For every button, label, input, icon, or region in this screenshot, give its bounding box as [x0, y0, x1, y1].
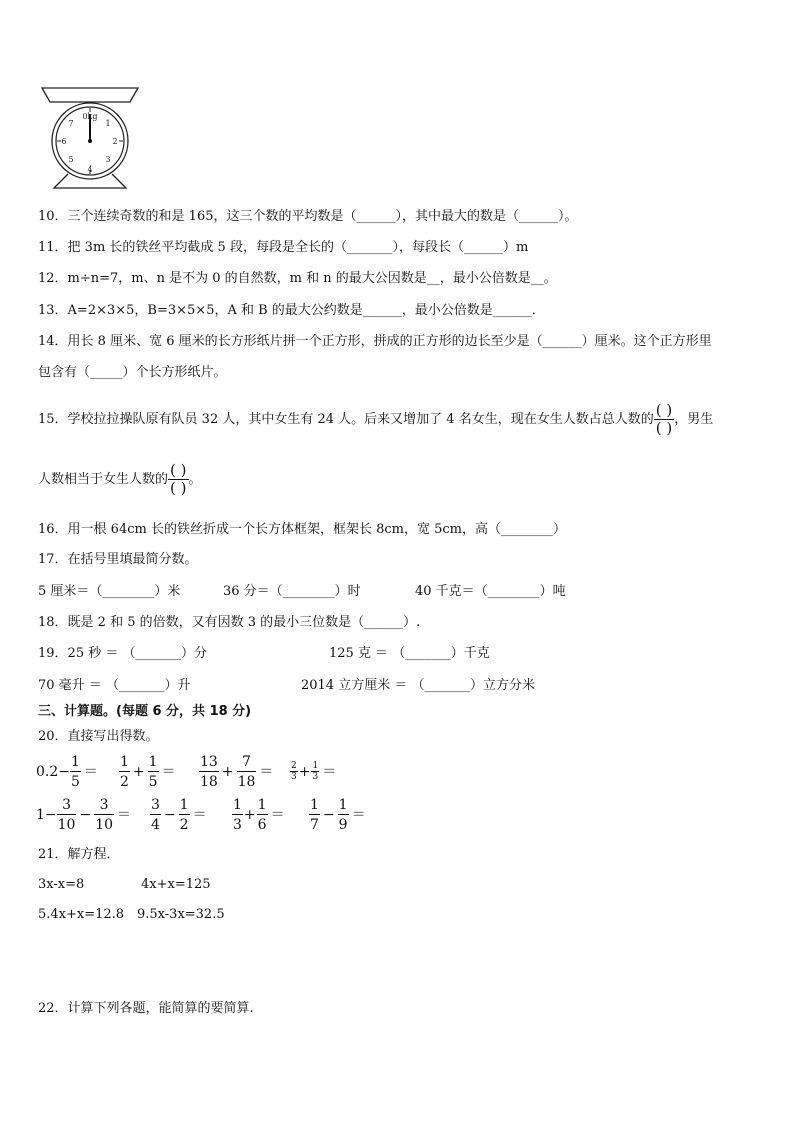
question-14-line2: 包含有（_____）个长方形纸片。: [38, 365, 227, 380]
question-17-a: 5 厘米＝（________）米: [38, 584, 181, 599]
question-15-line2: 人数相当于女生人数的 $\frac{( )}{( )}$ 。: [38, 461, 202, 497]
question-19-d: 2014 立方厘米 ＝ （_______）立方分米: [301, 678, 535, 693]
calc-item-5: 1− $\frac{3}{10}$ − $\frac{3}{10}$ ＝: [36, 797, 132, 833]
question-16: 16．用一根 64cm 长的铁丝折成一个长方体框架，框架长 8cm，宽 5cm，高（________）: [38, 522, 566, 537]
equation-1: 3x-x=8: [38, 877, 85, 892]
equation-4: 9.5x-3x=32.5: [137, 907, 225, 922]
calc-item-6: $\frac{3}{4}$ − $\frac{1}{2}$ ＝: [151, 797, 207, 833]
calc-item-3: $\frac{13}{18}$ + $\frac{7}{18}$ ＝: [200, 754, 274, 790]
question-18: 18．既是 2 和 5 的倍数，又有因数 3 的最小三位数是（______）.: [38, 615, 421, 630]
section-heading-calculation: 三、计算题。(每题 6 分，共 18 分): [38, 704, 252, 719]
scale-number-2: 2: [112, 137, 118, 146]
question-12: 12．m÷n=7，m、n 是不为 0 的自然数，m 和 n 的最大公因数是__，最小公倍数是__。: [38, 271, 557, 286]
calc-item-2: $\frac{1}{2}$ + $\frac{1}{5}$ ＝: [120, 754, 176, 790]
calc-item-1: 0.2− $\frac{1}{5}$ ＝: [36, 754, 98, 790]
calc-item-7: $\frac{1}{3}$ + $\frac{1}{6}$ ＝: [233, 797, 285, 833]
question-14-line1: 14．用长 8 厘米、宽 6 厘米的长方形纸片拼一个正方形，拼成的正方形的边长至少是（______）厘米。这个正方形里: [38, 334, 712, 349]
scale-unit-label: 0kg: [82, 112, 98, 121]
question-19-b: 125 克 ＝ （_______）千克: [329, 646, 490, 661]
question-20: 20．直接写出得数。: [38, 729, 159, 744]
question-13: 13．A=2×3×5，B=3×5×5，A 和 B 的最大公约数是______，最小公倍数是______．: [38, 303, 545, 318]
scale-number-4: 4: [87, 165, 93, 174]
question-17-c: 40 千克＝（________）吨: [415, 584, 566, 599]
scale-number-6: 6: [61, 137, 67, 146]
answer-fraction-blank: $\frac{( )}{( )}$: [170, 461, 187, 497]
question-21: 21．解方程．: [38, 847, 120, 862]
scale-number-3: 3: [105, 155, 111, 164]
question-22: 22．计算下列各题，能简算的要简算.: [38, 1001, 254, 1016]
question-15-text: 15．学校拉拉操队原有队员 32 人，其中女生有 24 人。后来又增加了 4 名女生，现在女生人数占总人数的: [38, 412, 654, 427]
scale-illustration: [38, 86, 142, 192]
scale-number-5: 5: [68, 155, 74, 164]
question-17-b: 36 分＝（________）时: [223, 584, 361, 599]
calc-item-4: $\frac{2}{3}$ + $\frac{1}{3}$ ＝: [291, 761, 337, 782]
question-10: 10．三个连续奇数的和是 165，这三个数的平均数是（______），其中最大的数是（______）。: [38, 209, 578, 224]
question-15-line1: 15．学校拉拉操队原有队员 32 人，其中女生有 24 人。后来又增加了 4 名女生，现在女生人数占总人数的 $\frac{( )}{( )}$ ，男生: [38, 401, 714, 437]
question-19-a: 19．25 秒 ＝ （_______）分: [38, 646, 207, 661]
scale-number-1: 1: [105, 119, 111, 128]
scale-number-7: 7: [68, 119, 74, 128]
equation-3: 5.4x+x=12.8: [38, 907, 125, 922]
question-17: 17．在括号里填最简分数。: [38, 552, 198, 567]
question-11: 11．把 3m 长的铁丝平均截成 5 段，每段是全长的（_______），每段长（______）m: [38, 240, 529, 255]
calc-item-8: $\frac{1}{7}$ − $\frac{1}{9}$ ＝: [310, 797, 366, 833]
answer-fraction-blank: $\frac{( )}{( )}$: [655, 401, 673, 437]
question-19-c: 70 毫升 ＝ （_______）升: [38, 678, 191, 693]
equation-2: 4x+x=125: [141, 877, 211, 892]
